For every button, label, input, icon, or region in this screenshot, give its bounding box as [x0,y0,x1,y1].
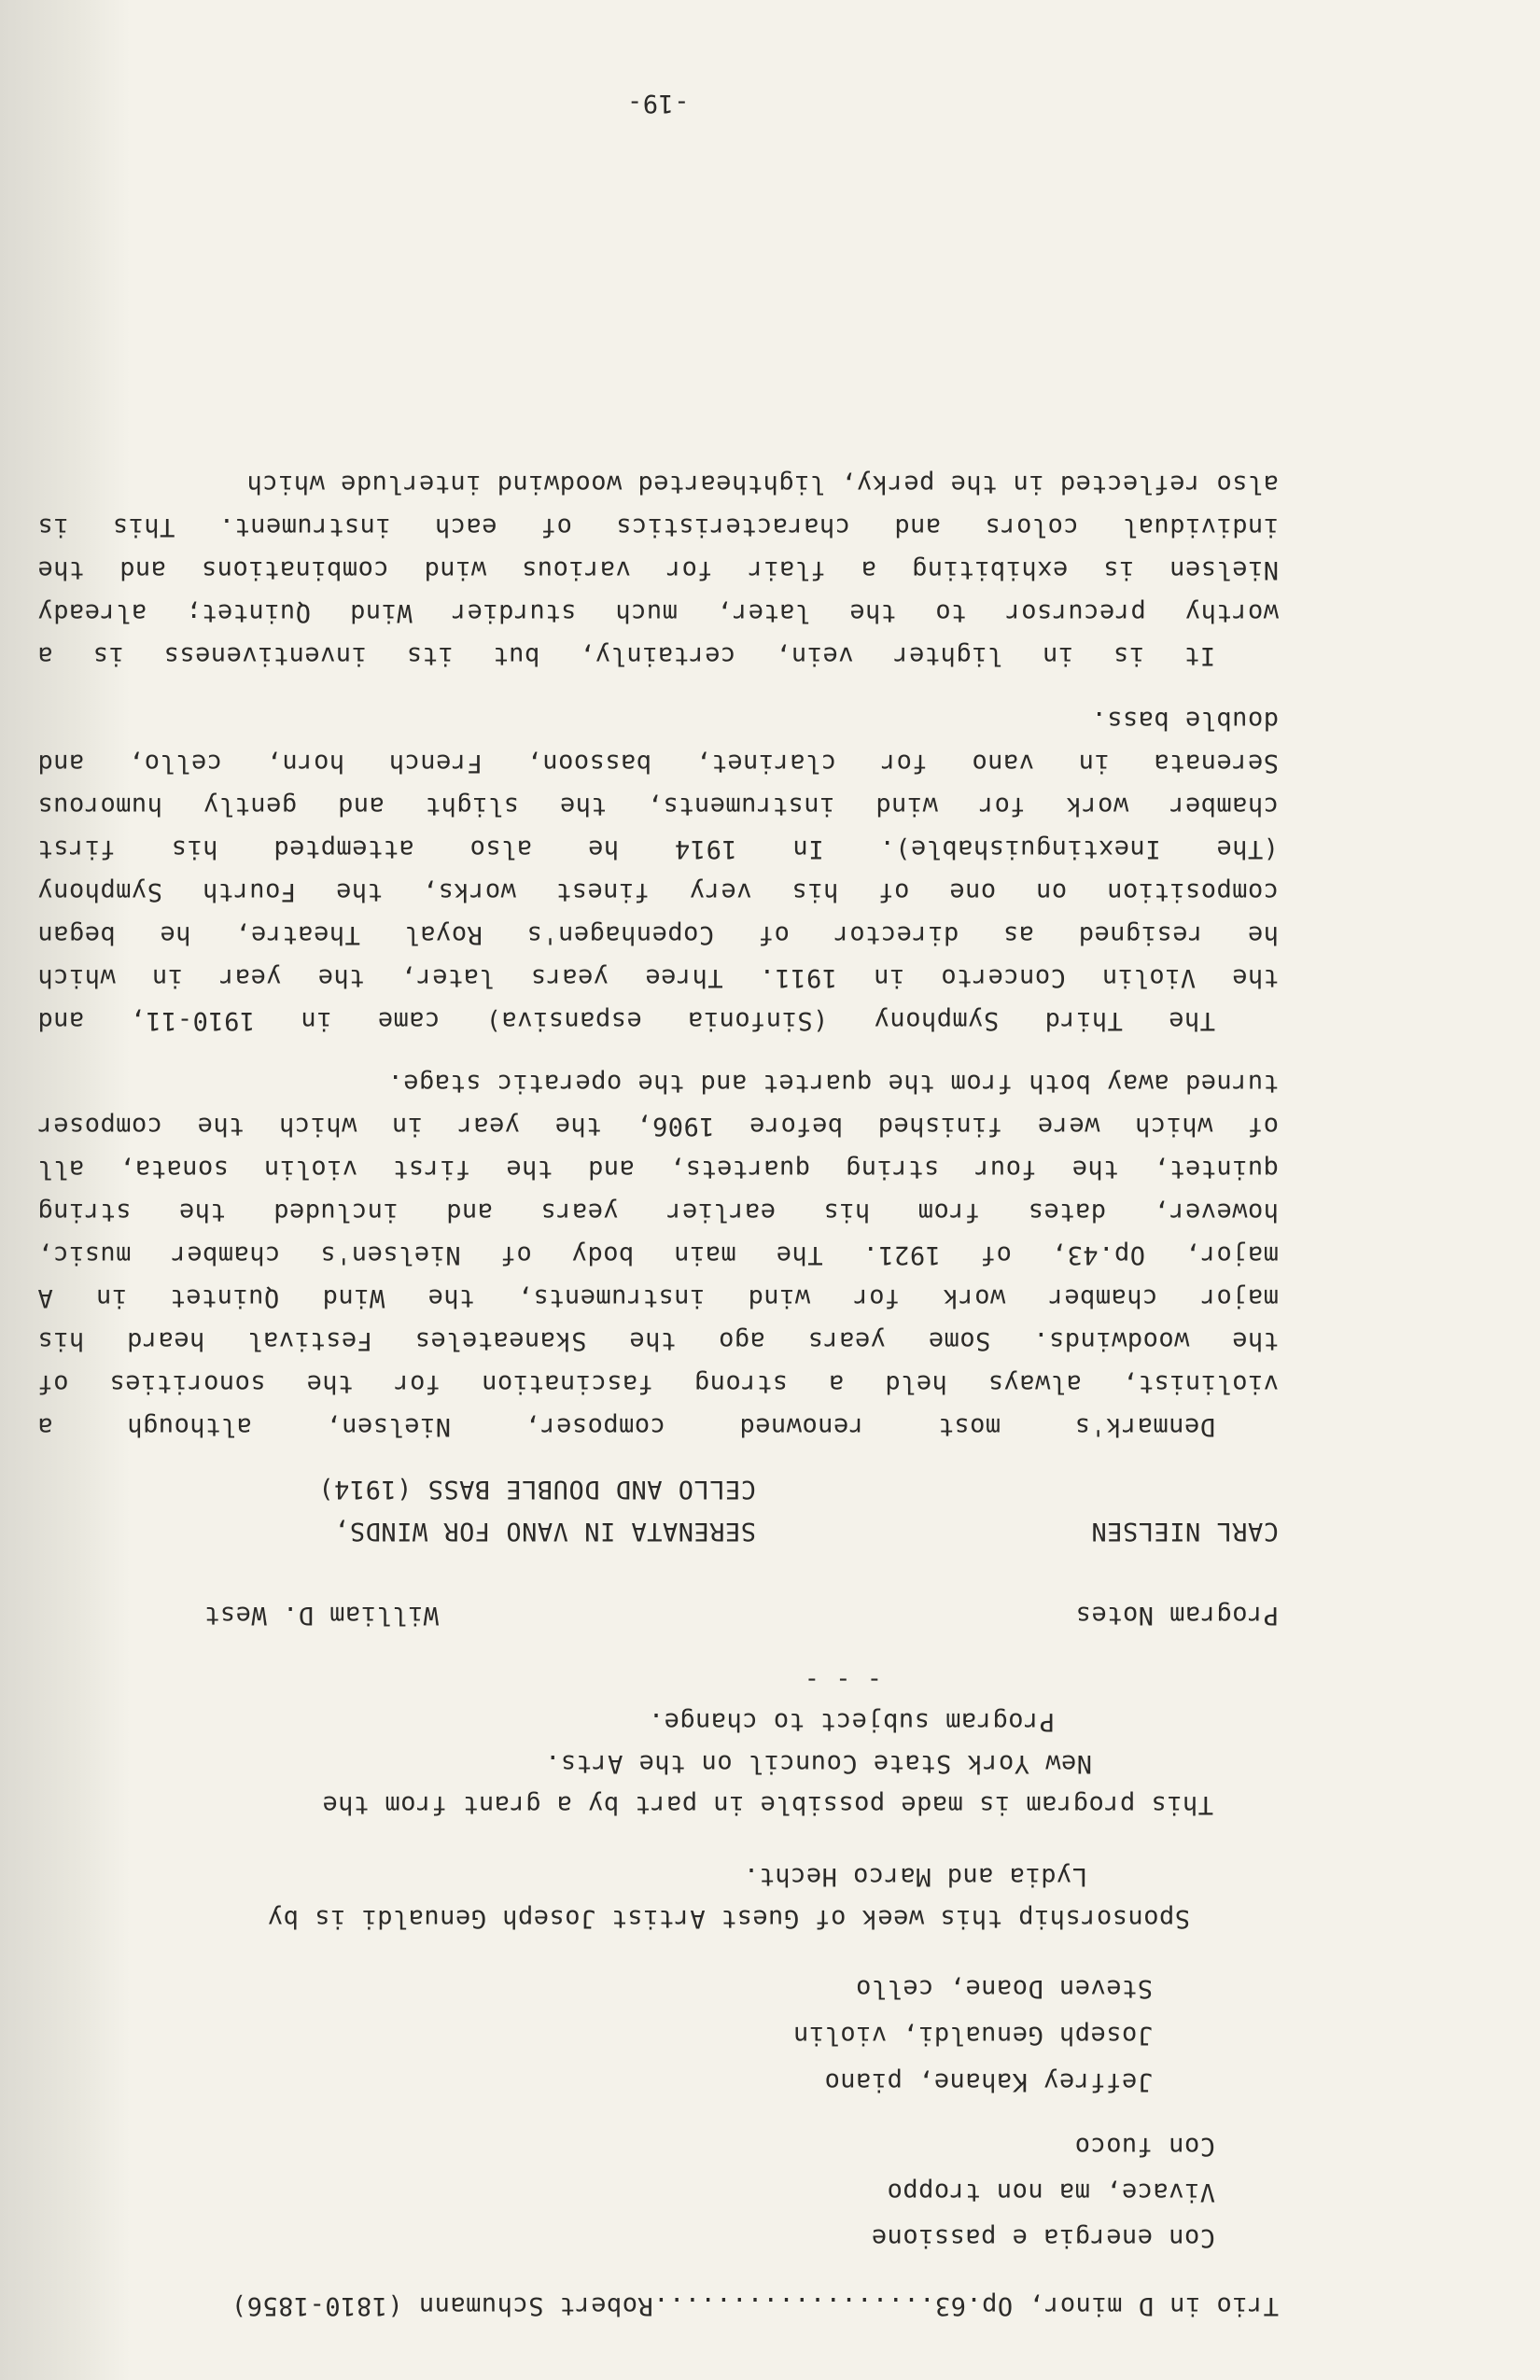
para2-line-5: (The Inextinguishable). In 1914 he also attempted his first [37,834,1279,863]
para1-line-3: the woodwinds. Some years ago the Skaneateles Festival heard his [37,1326,1279,1355]
composer-name: CARL NIELSEN [1090,1517,1279,1546]
para2-line-6: chamber work for wind instruments, the slight and gently humorous [37,791,1279,820]
section-separator: - - - [804,1666,882,1695]
work-title-line-1: SERENATA IN VANO FOR WINDS, [333,1517,756,1546]
movement-3: Con fuoco [1074,2132,1215,2161]
para3-line-4: individual colors and characteristics of each instrument. This is [37,512,1279,541]
para1-line-7: quintet, the four string quartets, and the first violin sonata, all [37,1155,1279,1183]
page-number: -19- [626,89,690,118]
performer-3: Steven Doane, cello [855,1974,1153,2003]
para3-line-3: Nielsen is exhibiting a flair for various wind combinations and the [37,555,1279,584]
para2-line-8: double bass. [1090,706,1279,735]
grant-line-3: Program subject to change. [648,1707,1055,1736]
para3-line-5: also reflected in the perky, lighthearted woodwind interlude which [246,469,1279,498]
sponsorship-line-1: Sponsorship this week of Guest Artist Joseph Genualdi is by [267,1904,1190,1933]
para2-line-3: he resigned as director of Copenhagen's Royal Theatre, he began [37,920,1279,949]
notes-author: William D. West [203,1601,439,1630]
para2-line-1: The Third Symphony (Sinfonia espansiva) came in 1910-11, and [37,1006,1215,1035]
para1-line-9: turned away both from the quartet and the operatic stage. [386,1069,1279,1098]
para3-line-1: It is in lighter vein, certainly, but its inventiveness is a [37,641,1215,670]
para2-line-4: composition on one of his very finest works, the Fourth Symphony [37,877,1279,906]
page-content [37,0,1279,2380]
para2-line-7: Serenata in vano for clarinet, bassoon, French horn, cello, and [37,749,1279,777]
performer-1: Jeffrey Kahane, piano [824,2067,1153,2096]
grant-line-2: New York State Council on the Arts. [544,1749,1092,1778]
sponsorship-line-2: Lydia and Marco Hecht. [743,1862,1087,1891]
para1-line-6: however, dates from his earlier years and included the string [37,1197,1279,1226]
grant-line-1: This program is made possible in part by a grant from the [321,1790,1213,1819]
movement-2: Vivace, ma non troppo [887,2177,1215,2206]
para1-line-4: major chamber work for wind instruments, the Wind Quintet in A [37,1283,1279,1312]
para1-line-8: of which were finished before 1906, the year in which the composer [37,1112,1279,1141]
movement-1: Con energia e passione [871,2223,1215,2252]
notes-heading: Program Notes [1075,1601,1279,1630]
work-title-line-2: CELLO AND DOUBLE BASS (1914) [317,1475,756,1504]
para1-line-2: violinist, always held a strong fascination for the sonorities of [37,1369,1279,1398]
para3-line-2: worthy precursor to the later, much sturdier Wind Quintet; already [37,598,1279,627]
para2-line-2: the Violin Concerto in 1911. Three years later, the year in which [37,963,1279,992]
para1-line-1: Denmark's most renowned composer, Nielsen, although a [37,1412,1215,1441]
para1-line-5: major, Op.43, of 1921. The main body of Nielsen's chamber music, [37,1240,1279,1269]
program-title-line: Trio in D minor, Op.63..................Robert Schumann (1810-1856) [231,2291,1279,2320]
performer-2: Joseph Genualdi, violin [792,2021,1153,2050]
